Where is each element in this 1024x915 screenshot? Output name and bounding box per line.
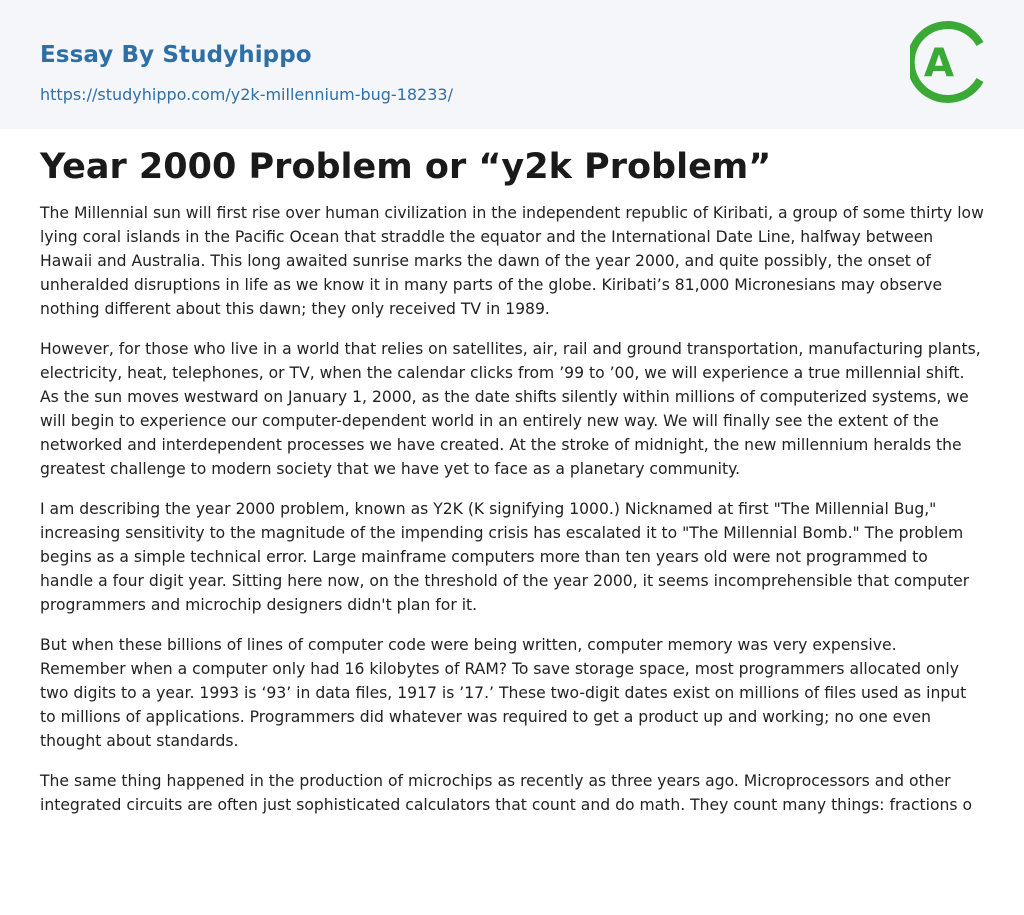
essay-url-link[interactable]: https://studyhippo.com/y2k-millennium-bug-18233/ bbox=[40, 85, 453, 104]
essay-content bbox=[0, 147, 1024, 817]
essay-paragraph: The same thing happened in the production of microchips as recently as three years ago. Microprocessors and other integrated circuits are often just sophisticated calculators that count and do math. They count many things: fractions o bbox=[40, 772, 973, 814]
logo-letter: A bbox=[923, 41, 955, 86]
essay-paragraph: The Millennial sun will first rise over human civilization in the independent republic of Kiribati, a group of some thirty low lying coral islands in the Pacific Ocean that straddle the equator and the International Date Line, halfway between Hawaii and Australia. This long awaited sunrise marks the dawn of the year 2000, and quite possibly, the onset of unheralded disruptions in life as we know it in many parts of the globe. Kiribati’s 81,000 Micronesians may observe nothing different about this dawn; they only received TV in 1989. bbox=[40, 204, 984, 318]
essay-paragraph: But when these billions of lines of computer code were being written, computer memory was very expensive. Remember when a computer only had 16 kilobytes of RAM? To save storage space, most programmers allocated only two digits to a year. 1993 is ‘93’ in data files, 1917 is ’17.’ These two-digit dates exist on millions of files used as input to millions of applications. Programmers did whatever was required to get a product up and working; no one even thought about standards. bbox=[40, 636, 967, 750]
brand-title: Essay By Studyhippo bbox=[40, 42, 312, 68]
page-title: Year 2000 Problem or “y2k Problem” bbox=[40, 147, 772, 187]
site-header bbox=[0, 0, 1024, 129]
essay-paragraph: However, for those who live in a world that relies on satellites, air, rail and ground transportation, manufacturing plants, electricity, heat, telephones, or TV, when the calendar clicks from ’99 to ’00, we will experience a true millennial shift. As the sun moves westward on January 1, 2000, as the date shifts silently within millions of computerized systems, we will begin to experience our computer-dependent world in an entirely new way. We will finally see the extent of the networked and interdependent processes we have created. At the stroke of midnight, the new millennium heralds the greatest challenge to modern society that we have yet to face as a planetary community. bbox=[40, 340, 981, 478]
studyhippo-logo-icon[interactable] bbox=[910, 18, 988, 106]
essay-paragraph: I am describing the year 2000 problem, known as Y2K (K signifying 1000.) Nicknamed at first "The Millennial Bug," increasing sensitivity to the magnitude of the impending crisis has escalated it to "The Millennial Bomb." The problem begins as a simple technical error. Large mainframe computers more than ten years old were not programmed to handle a four digit year. Sitting here now, on the threshold of the year 2000, it seems incomprehensible that computer programmers and microchip designers didn't plan for it. bbox=[40, 500, 970, 614]
